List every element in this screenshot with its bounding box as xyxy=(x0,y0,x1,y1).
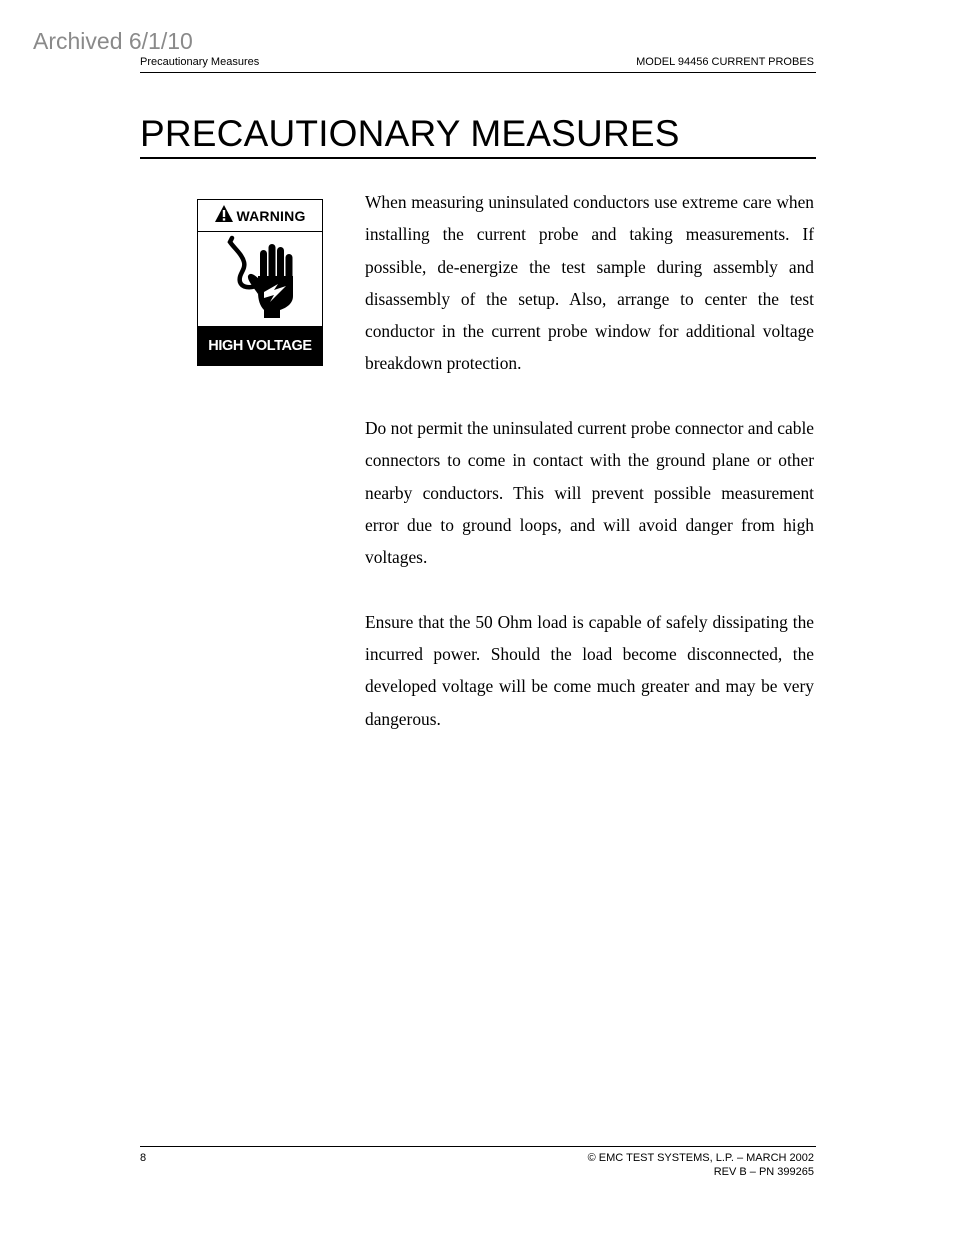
hand-shock-icon xyxy=(220,232,300,327)
warning-sign-pictogram xyxy=(198,232,322,327)
page-footer xyxy=(140,1146,816,1179)
archive-stamp: Archived 6/1/10 xyxy=(33,28,193,54)
warning-label: WARNING xyxy=(236,207,306,224)
high-voltage-warning-sign xyxy=(197,199,323,366)
paragraph: Ensure that the 50 Ohm load is capable of safely dissipating the incurred power. Should the load become disconnected, the developed voltage will be come much greater and may be very dangerous. xyxy=(365,611,814,729)
paragraph: When measuring uninsulated conductors use extreme care when installing the current probe and taking measurements. If possible, de-energize the test sample during assembly and disassembly of the setup. Also, arrange to center the test conductor in the current probe window for additional voltage breakdown protection. xyxy=(365,192,814,374)
high-voltage-label: HIGH VOLTAGE xyxy=(198,326,322,365)
page-title: PRECAUTIONARY MEASURES xyxy=(140,113,816,159)
paragraph: Do not permit the uninsulated current probe connector and cable connectors to come in contact with the ground plane or other nearby conductors. This will prevent possible measurement error due to ground loops, and will avoid danger from high voltages. xyxy=(365,418,814,568)
page-header xyxy=(140,56,816,73)
header-product-title: MODEL 94456 CURRENT PROBES xyxy=(636,56,814,68)
warning-sign-header xyxy=(198,200,322,232)
page-number: 8 xyxy=(140,1152,147,1164)
body-text xyxy=(365,186,814,767)
caution-triangle-icon xyxy=(214,204,234,228)
footer-copyright: © EMC TEST SYSTEMS, L.P. – MARCH 2002 xyxy=(587,1152,814,1164)
header-section-title: Precautionary Measures xyxy=(140,56,260,68)
footer-revision: REV B – PN 399265 xyxy=(713,1166,814,1178)
